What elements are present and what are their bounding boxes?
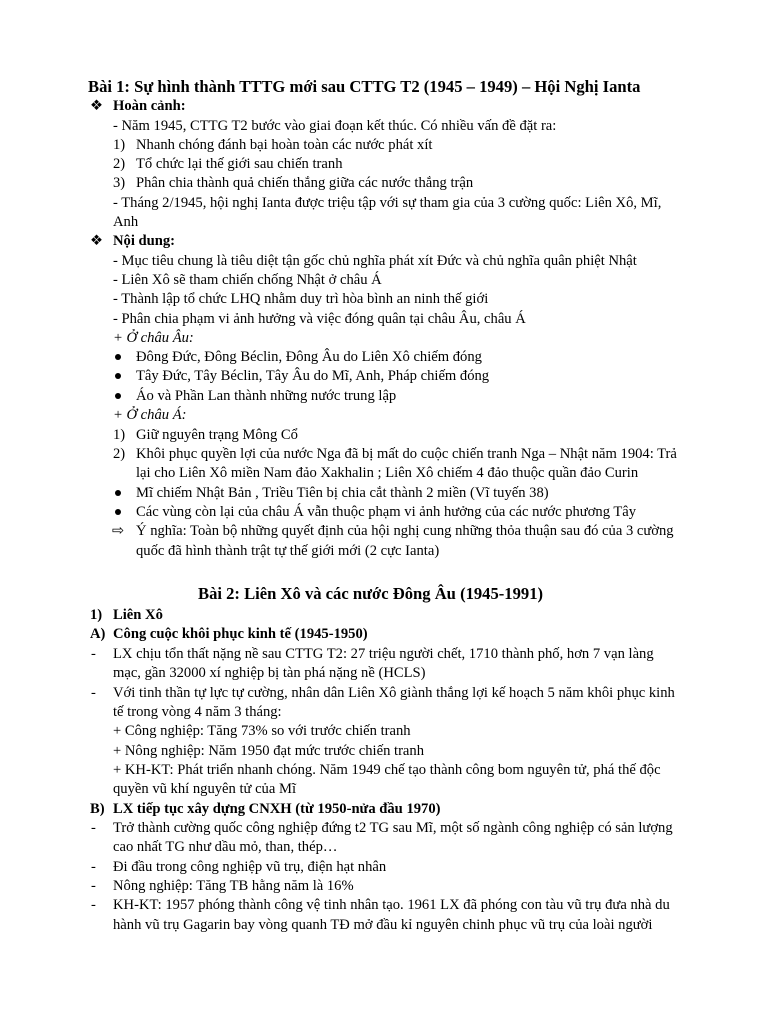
europe-item: Đông Đức, Đông Béclin, Đông Âu do Liên Xô chiếm đóng [136,349,482,365]
paragraph-line: Nông nghiệp: Tăng TB hằng năm là 16% [113,878,354,894]
europe-item: Tây Đức, Tây Béclin, Tây Âu do Mĩ, Anh, Pháp chiếm đóng [136,368,490,384]
bullet-icon [115,354,121,360]
list-number: 1) [113,137,126,153]
conference-line-cont: Anh [113,214,139,230]
meaning-line-cont: quốc đã hình thành trật tự thế giới mới (2 cực Ianta) [136,543,440,559]
diamond-bullet-icon: ❖ [90,233,104,249]
section-number: A) [90,626,106,642]
lesson1-title: Bài 1: Sự hình thành TTTG mới sau CTTG T2 (1945 – 1949) – Hội Nghị Ianta [88,77,641,96]
europe-item: Áo và Phần Lan thành những nước trung lập [136,388,397,404]
paragraph-line: + Công nghiệp: Tăng 73% so với trước chiến tranh [113,723,411,739]
background-intro: - Năm 1945, CTTG T2 bước vào giai đoạn kết thúc. Có nhiều vấn đề đặt ra: [113,118,557,134]
meaning-line: Ý nghĩa: Toàn bộ những quyết định của hội nghị cung những thỏa thuận sau đó của 3 cường [136,523,674,539]
asia-label: + Ở châu Á: [113,407,187,423]
dash-marker: - [91,897,96,913]
bullet-icon [115,509,121,515]
list-number: 2) [113,156,126,172]
list-number: 1) [113,427,126,443]
paragraph-line: Đi đầu trong công nghiệp vũ trụ, điện hạt nhân [113,859,387,875]
diamond-bullet-icon: ❖ [90,98,104,114]
bullet-icon [115,490,121,496]
paragraph-line: LX chịu tổn thất nặng nề sau CTTG T2: 27 triệu người chết, 1710 thành phố, hơn 7 vạn làng [113,646,654,662]
hollow-arrow-icon: ⇨ [112,523,125,539]
asia-bullet: Các vùng còn lại của châu Á vẫn thuộc phạm vi ảnh hưởng của các nước phương Tây [136,504,637,520]
list-item: Nhanh chóng đánh bại hoàn toàn các nước phát xít [136,137,433,153]
list-number: 2) [113,446,126,462]
paragraph-line: Trở thành cường quốc công nghiệp đứng t2 TG sau Mĩ, một số ngành công nghiệp có sản lượng [113,820,673,836]
dash-marker: - [91,685,96,701]
content-line: - Thành lập tổ chức LHQ nhằm duy trì hòa bình an ninh thế giới [113,291,489,307]
paragraph-line: Với tinh thần tự lực tự cường, nhân dân Liên Xô giành thắng lợi kế hoạch 5 năm khôi phục kinh [113,685,675,701]
bullet-icon [115,393,121,399]
paragraph-line: cao nhất TG như dầu mỏ, than, thép… [113,839,338,855]
asia-item-cont: lại cho Liên Xô miền Nam đảo Xakhalin ; Liên Xô chiếm 4 đảo thuộc quần đảo Curin [136,465,639,481]
dash-marker: - [91,646,96,662]
paragraph-line: quyền vũ khí nguyên tử của Mĩ [113,781,297,797]
dash-marker: - [91,859,96,875]
background-heading: Hoàn cảnh: [113,98,186,114]
list-item: Phân chia thành quả chiến thắng giữa các nước thắng trận [136,175,474,191]
section-number: B) [90,801,105,817]
content-line: - Mục tiêu chung là tiêu diệt tận gốc chủ nghĩa phát xít Đức và chủ nghĩa quân phiệt Nhật [113,253,637,269]
paragraph-line: tế trong vòng 4 năm 3 tháng: [113,704,282,720]
paragraph-line: + KH-KT: Phát triển nhanh chóng. Năm 1949 chế tạo thành công bom nguyên tử, phá thế độc [113,762,661,778]
asia-item: Khôi phục quyền lợi của nước Nga đã bị mất do cuộc chiến tranh Nga – Nhật năm 1904: Trả [136,446,677,462]
paragraph-line: + Nông nghiệp: Năm 1950 đạt mức trước chiến tranh [113,743,425,759]
section-heading: Công cuộc khôi phục kinh tế (1945-1950) [113,626,368,642]
dash-marker: - [91,878,96,894]
section-heading: Liên Xô [113,607,163,623]
dash-marker: - [91,820,96,836]
asia-item: Giữ nguyên trạng Mông Cổ [136,427,298,443]
paragraph-line: hành vũ trụ Gagarin bay vòng quanh TĐ mở đầu kỉ nguyên chinh phục vũ trụ của loài người [113,917,653,933]
section-heading: LX tiếp tục xây dựng CNXH (từ 1950-nửa đầu 1970) [113,801,441,817]
europe-label: + Ở châu Âu: [113,330,194,346]
paragraph-line: mạc, gần 32000 xí nghiệp bị tàn phá nặng nề (HCLS) [113,665,426,681]
content-heading: Nội dung: [113,233,176,249]
list-item: Tổ chức lại thế giới sau chiến tranh [136,156,343,172]
asia-bullet: Mĩ chiếm Nhật Bản , Triều Tiên bị chia cắt thành 2 miền (Vĩ tuyến 38) [136,485,549,501]
paragraph-line: KH-KT: 1957 phóng thành công vệ tinh nhân tạo. 1961 LX đã phóng con tàu vũ trụ đưa nhà du [113,897,670,913]
conference-line: - Tháng 2/1945, hội nghị Ianta được triệu tập với sự tham gia của 3 cường quốc: Liên Xô, Mĩ, [113,195,662,211]
list-number: 3) [113,175,126,191]
section-number: 1) [90,607,103,623]
lesson2-title: Bài 2: Liên Xô và các nước Đông Âu (1945-1991) [198,584,544,603]
content-line: - Phân chia phạm vi ảnh hưởng và việc đóng quân tại châu Âu, châu Á [113,311,526,327]
content-line: - Liên Xô sẽ tham chiến chống Nhật ở châu Á [113,272,382,288]
bullet-icon [115,373,121,379]
